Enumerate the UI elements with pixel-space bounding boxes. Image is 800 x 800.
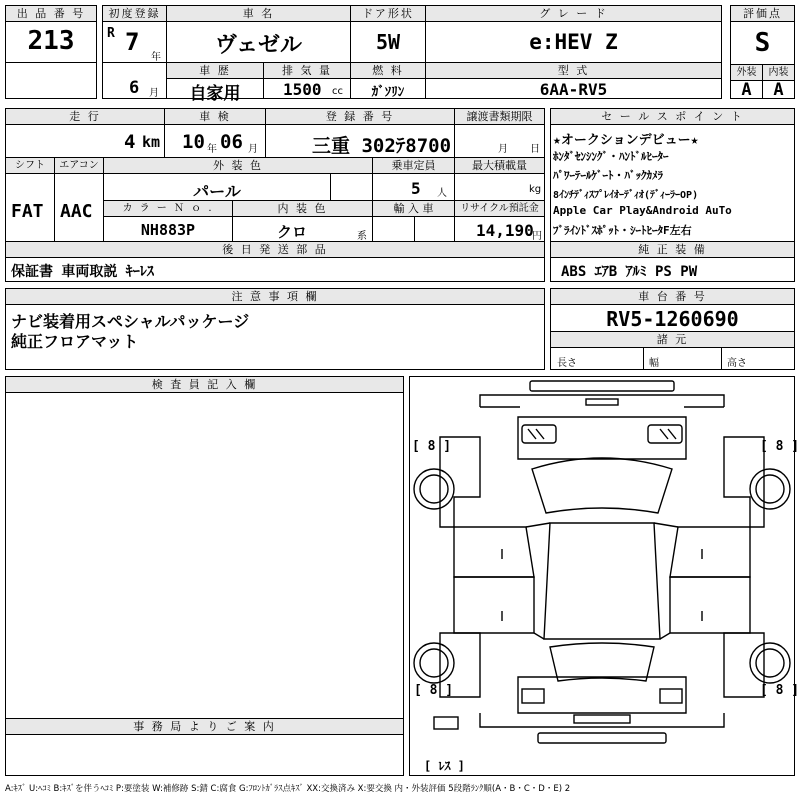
tire-front-right: [ 8 ] <box>760 439 800 454</box>
chassis-number: RV5-1260690 <box>606 307 739 331</box>
sales-point-line: ﾊﾟﾜｰﾃｰﾙｹﾞｰﾄ・ﾊﾞｯｸｶﾒﾗ <box>553 169 663 182</box>
later-parts-label: 後 日 発 送 部 品 <box>6 242 544 258</box>
displacement-value: 1500 <box>283 80 322 99</box>
windshield <box>532 458 672 513</box>
license-plate-area <box>574 715 630 723</box>
notes-label: 注 意 事 項 欄 <box>6 289 544 305</box>
genuine-value: ABS ｴｱB ｱﾙﾐ PS PW <box>561 264 698 280</box>
width-label: 幅 <box>649 358 659 369</box>
front-grille <box>586 399 618 405</box>
inspection-year: 10 <box>182 131 205 153</box>
inspection-year-unit: 年 <box>207 144 217 155</box>
car-diagram <box>410 377 794 775</box>
inspection-month-unit: 月 <box>248 144 258 155</box>
tire-rear-left: [ 8 ] <box>414 683 454 698</box>
score-label: 評価点 <box>731 6 794 22</box>
inspector-box <box>5 376 404 776</box>
recycle-value: 14,190 <box>476 221 534 240</box>
displacement-label: 排 気 量 <box>264 63 350 79</box>
door-value: 5W <box>375 30 401 54</box>
capacity-label: 乗車定員 <box>373 158 454 174</box>
car-name-label: 車 名 <box>167 6 350 22</box>
inspector-label: 検 査 員 記 入 欄 <box>6 377 403 393</box>
reg-year-unit: 年 <box>151 52 161 63</box>
max-load-unit: kg <box>529 184 542 195</box>
rear-bumper-lower <box>538 733 666 743</box>
transfer-day-unit: 日 <box>530 144 540 155</box>
score-value: S <box>754 28 771 58</box>
sales-points-box <box>550 108 795 242</box>
length-label: 長さ <box>557 358 577 369</box>
model-label: 型 式 <box>426 63 721 79</box>
transfer-month-unit: 月 <box>498 144 508 155</box>
front-door-right <box>670 527 750 577</box>
mileage-value: 4 <box>124 131 136 153</box>
tail-light-left <box>522 689 544 703</box>
max-load-label: 最大積載量 <box>455 158 544 174</box>
notes-box <box>5 288 545 370</box>
chassis-label: 車 台 番 号 <box>551 289 794 305</box>
fuel-label: 燃 料 <box>351 63 425 79</box>
notes-line: ナビ装着用スペシャルパッケージ <box>11 312 250 331</box>
spare-tire: [ ﾚｽ ] <box>424 759 465 773</box>
front-bumper <box>530 381 674 391</box>
color-value: パール <box>193 182 241 201</box>
details-box <box>5 108 545 242</box>
interior-color-value: クロ <box>276 223 307 241</box>
legend-footer: A:ｷｽﾞ U:ﾍｺﾐ B:ｷｽﾞを伴うﾍｺﾐ P:要塗装 W:補修跡 S:錆 C:腐食 G:ﾌﾛﾝﾄｶﾞﾗｽ点ｷｽﾞ XX:交換済み X:要交換 内・外装評価 5段階ﾗﾝｸ順(A・B・C・D・E) 2 <box>5 784 571 794</box>
rear-door-right <box>670 577 750 633</box>
tire-rear-right: [ 8 ] <box>760 683 800 698</box>
tire-front-left: [ 8 ] <box>412 439 452 454</box>
shift-label: シフト <box>6 158 54 174</box>
headlight-left <box>522 425 556 443</box>
fuel-value: ｶﾞｿﾘﾝ <box>371 85 405 100</box>
capacity-value: 5 <box>411 179 421 198</box>
sales-point-line: ﾎﾝﾀﾞｾﾝｼﾝｸﾞ・ﾊﾝﾄﾞﾙﾋｰﾀｰ <box>553 150 669 163</box>
color-no-label: カ ラ ー Ｎ ｏ . <box>104 201 232 217</box>
history-label: 車 歴 <box>167 63 263 79</box>
color-no-value: NH883P <box>140 221 196 239</box>
later-parts-value: 保証書 車両取説 ｷｰﾚｽ <box>11 264 154 280</box>
chassis-box <box>550 288 795 370</box>
era-letter: R <box>107 26 115 41</box>
vehicle-header-box <box>102 5 722 104</box>
car-diagram-box <box>409 376 800 776</box>
genuine-label: 純 正 装 備 <box>551 242 794 258</box>
interior-color-label: 内 装 色 <box>233 201 372 217</box>
grade-label: グ レ ー ド <box>426 6 721 22</box>
reg-year: 7 <box>125 28 140 56</box>
lot-number: 213 <box>27 26 75 56</box>
height-label: 高さ <box>727 358 747 369</box>
inspection-month: 06 <box>220 131 243 153</box>
inspection-label: 車 検 <box>165 109 265 125</box>
tail-light-right <box>660 689 682 703</box>
recycle-unit: 円 <box>532 231 542 242</box>
spare-outline <box>434 717 458 729</box>
genuine-box <box>550 242 795 282</box>
interior-score: A <box>773 80 784 100</box>
reg-month: 6 <box>129 78 140 98</box>
sales-point-line: Apple Car Play&Android AuTo <box>553 204 732 217</box>
displacement-unit: cc <box>332 86 343 97</box>
specs-label: 諸 元 <box>551 332 794 348</box>
plate-value: 三重 302ﾃ8700 <box>312 135 452 157</box>
capacity-unit: 人 <box>437 188 447 199</box>
rear-window <box>550 643 654 681</box>
car-name: ヴェゼル <box>214 33 303 58</box>
shift-value: FAT <box>11 201 44 222</box>
mileage-label: 走 行 <box>6 109 164 125</box>
roof <box>544 523 660 639</box>
front-door-left <box>454 527 534 577</box>
import-label: 輸 入 車 <box>373 201 454 217</box>
sales-points-label: セ ー ル ス ポ イ ン ト <box>551 109 794 125</box>
history-value: 自家用 <box>189 84 241 104</box>
headlight-right <box>648 425 682 443</box>
sales-point-line: ﾌﾞﾗｲﾝﾄﾞｽﾎﾟｯﾄ・ｼｰﾄﾋｰﾀF左右 <box>553 224 692 237</box>
rear-door-left <box>454 577 534 633</box>
sales-point-line: 8ｲﾝﾁﾃﾞｨｽﾌﾟﾚｲｵｰﾃﾞｨｵ(ﾃﾞｨｰﾗｰOP) <box>553 190 699 201</box>
model-value: 6AA-RV5 <box>539 80 608 99</box>
interior-label: 内装 <box>763 65 794 81</box>
recycle-label: リサイクル預託金 <box>455 201 544 217</box>
interior-color-unit: 系 <box>357 231 367 242</box>
ac-value: AAC <box>60 201 93 222</box>
office-label: 事 務 局 よ り ご 案 内 <box>6 719 403 735</box>
ac-label: エアコン <box>55 158 103 174</box>
color-label: 外 装 色 <box>104 158 372 174</box>
later-parts-box <box>5 242 545 282</box>
lot-number-box <box>5 5 97 99</box>
rear-quarter-right <box>724 633 764 697</box>
score-box <box>730 5 795 99</box>
sales-point-line: ★オークションデビュー★ <box>553 133 699 148</box>
tailgate <box>518 677 686 713</box>
exterior-score: A <box>741 80 752 100</box>
lot-number-label: 出 品 番 号 <box>6 6 96 22</box>
grade-value: e:HEV Z <box>529 30 618 54</box>
notes-line: 純正フロアマット <box>11 332 139 351</box>
reg-month-unit: 月 <box>149 88 159 99</box>
door-label: ドア形状 <box>351 6 425 22</box>
mileage-unit: km <box>142 133 161 151</box>
exterior-label: 外装 <box>731 65 762 81</box>
transfer-label: 譲渡書類期限 <box>455 109 544 125</box>
first-reg-label: 初度登録 <box>103 6 166 22</box>
plate-label: 登 録 番 号 <box>266 109 454 125</box>
